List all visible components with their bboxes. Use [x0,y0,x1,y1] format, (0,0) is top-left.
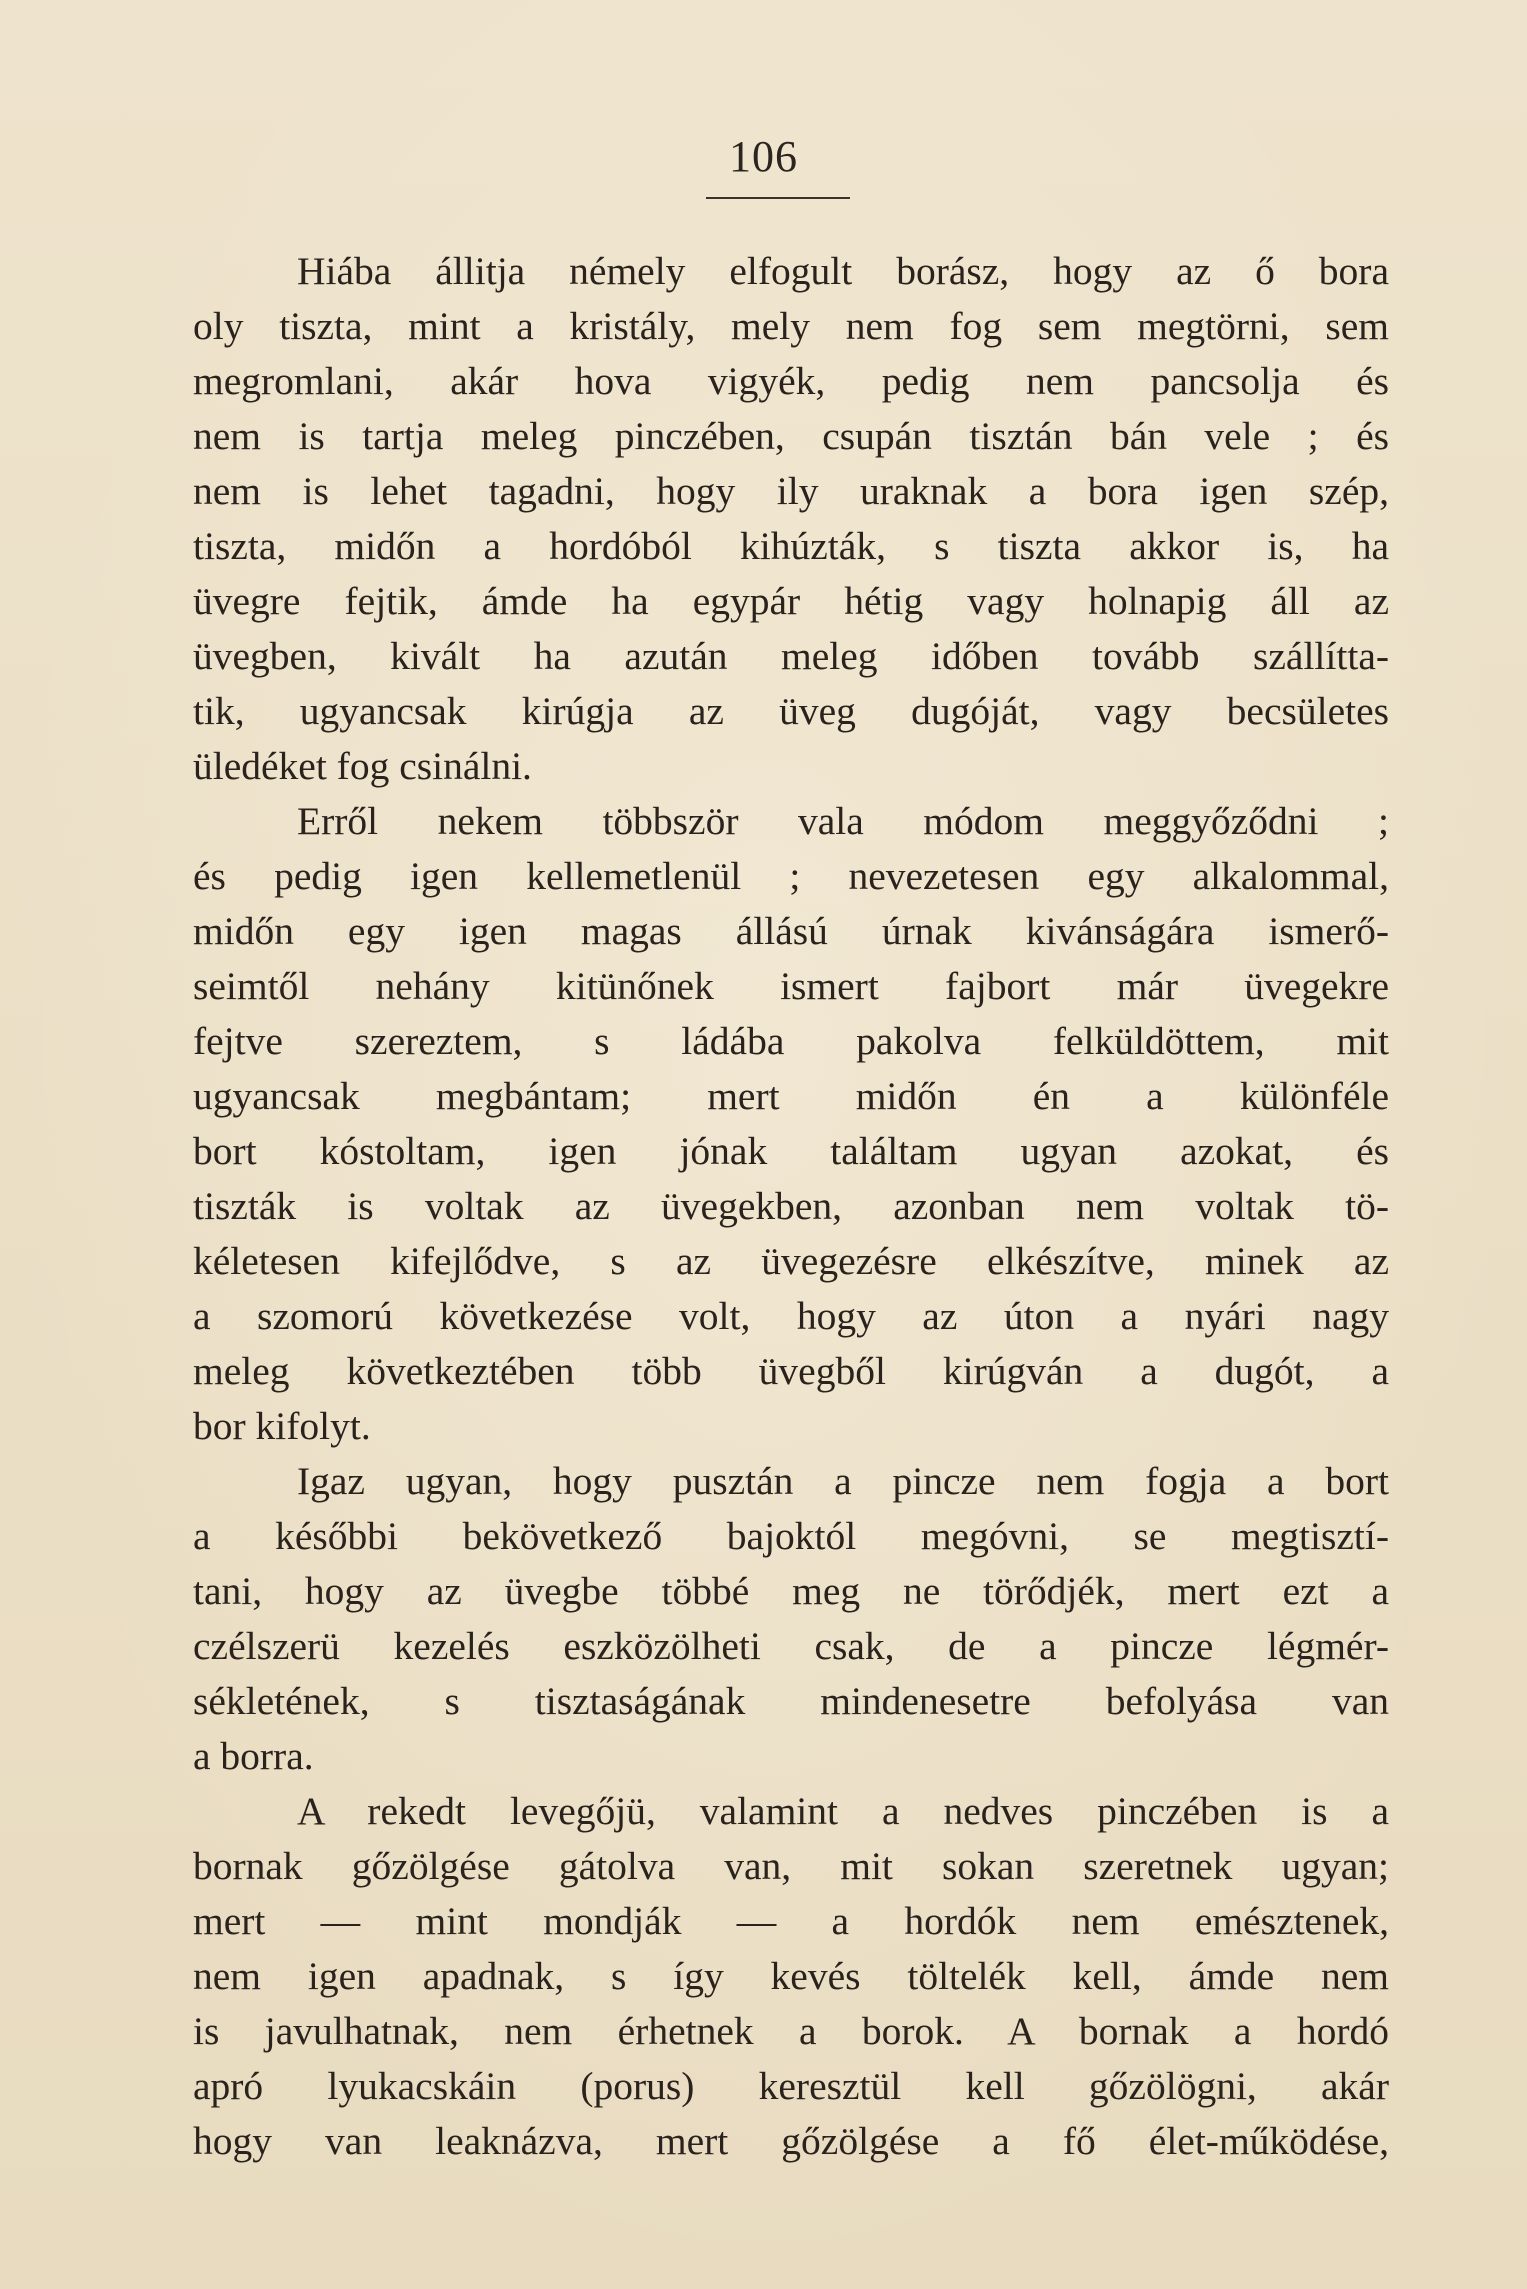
text-line: Erről nekem többször vala módom meggyőződni ; [297,799,1389,843]
page-number: 106 [729,132,798,181]
text-line: ugyancsak megbántam; mert midőn én a különféle [193,1074,1389,1118]
text-line: a szomorú következése volt, hogy az úton a nyári nagy [193,1294,1389,1338]
text-line: is javulhatnak, nem érhetnek a borok. A bornak a hordó [193,2009,1389,2053]
text-line: a borra. [193,1734,314,1778]
paragraph [193,244,1389,794]
paragraph [193,1454,1389,1784]
text-line: oly tiszta, mint a kristály, mely nem fog sem megtörni, sem [193,304,1389,348]
paragraph [193,1784,1389,2169]
text-line: bort kóstoltam, igen jónak találtam ugyan azokat, és [193,1129,1389,1173]
text-line: mert — mint mondják — a hordók nem emésztenek, [193,1899,1389,1943]
text-line: bor kifolyt. [193,1404,371,1448]
body-text [193,244,1389,2169]
text-line: nem is lehet tagadni, hogy ily uraknak a bora igen szép, [193,469,1389,513]
text-line: megromlani, akár hova vigyék, pedig nem pancsolja és [193,359,1389,403]
text-line: bornak gőzölgése gátolva van, mit sokan szeretnek ugyan; [193,1844,1389,1888]
paragraph [193,794,1389,1454]
text-line: apró lyukacskáin (porus) keresztül kell gőzölögni, akár [193,2064,1389,2108]
text-line: és pedig igen kellemetlenül ; nevezetesen egy alkalommal, [193,854,1389,898]
text-line: meleg következtében több üvegből kirúgván a dugót, a [193,1349,1389,1393]
text-line: czélszerü kezelés eszközölheti csak, de a pincze légmér- [193,1624,1389,1668]
text-line: A rekedt levegőjü, valamint a nedves pinczében is a [297,1789,1389,1833]
text-line: Igaz ugyan, hogy pusztán a pincze nem fogja a bort [297,1459,1389,1503]
text-line: tiszta, midőn a hordóból kihúzták, s tiszta akkor is, ha [193,524,1389,568]
text-line: kéletesen kifejlődve, s az üvegezésre elkészítve, minek az [193,1239,1389,1283]
text-line: nem igen apadnak, s így kevés töltelék kell, ámde nem [193,1954,1389,1998]
text-line: a későbbi bekövetkező bajoktól megóvni, se megtisztí- [193,1514,1389,1558]
text-line: üledéket fog csinálni. [193,744,532,788]
text-line: üvegre fejtik, ámde ha egypár hétig vagy holnapig áll az [193,579,1389,623]
text-line: Hiába állitja némely elfogult borász, hogy az ő bora [297,249,1389,293]
text-line: seimtől nehány kitünőnek ismert fajbort már üvegekre [193,964,1389,1008]
text-line: tani, hogy az üvegbe többé meg ne törődjék, mert ezt a [193,1569,1389,1613]
text-line: üvegben, kivált ha azután meleg időben tovább szállítta- [193,634,1389,678]
header-rule [706,197,850,199]
text-line: midőn egy igen magas állású úrnak kivánságára ismerő- [193,909,1389,953]
text-line: tik, ugyancsak kirúgja az üveg dugóját, vagy becsületes [193,689,1389,733]
text-line: tiszták is voltak az üvegekben, azonban nem voltak tö- [193,1184,1389,1228]
text-line: fejtve szereztem, s ládába pakolva felküldöttem, mit [193,1019,1389,1063]
text-line: hogy van leaknázva, mert gőzölgése a fő élet-működése, [193,2119,1389,2163]
text-line: sékletének, s tisztaságának mindenesetre befolyása van [193,1679,1389,1723]
text-line: nem is tartja meleg pinczében, csupán tisztán bán vele ; és [193,414,1389,458]
